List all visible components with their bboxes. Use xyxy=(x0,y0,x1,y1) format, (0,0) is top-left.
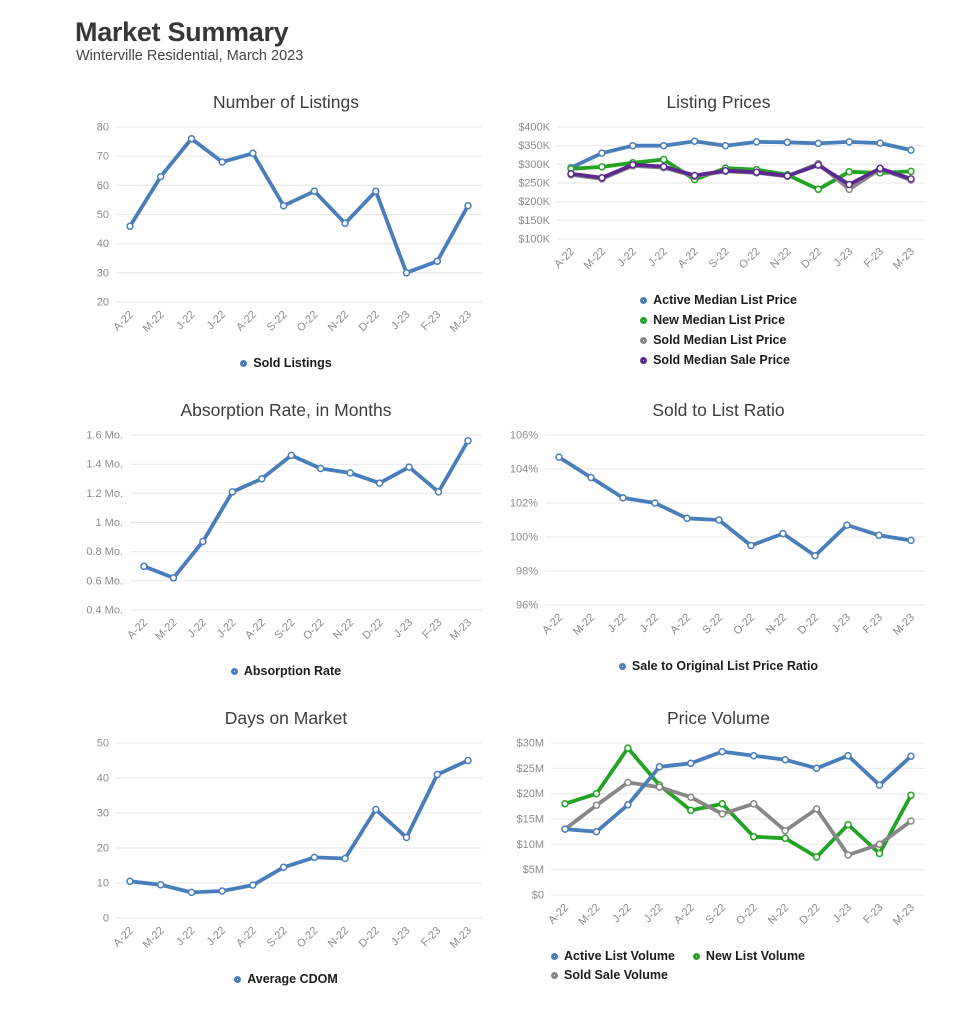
svg-text:O-22: O-22 xyxy=(294,308,321,335)
legend-item-blue[interactable] xyxy=(240,356,331,370)
svg-text:D-22: D-22 xyxy=(795,611,821,638)
chart-title: Days on Market xyxy=(224,708,348,729)
chart-title: Sold to List Ratio xyxy=(652,400,785,421)
legend-label: Absorption Rate xyxy=(243,664,342,679)
legend-item-blue[interactable] xyxy=(619,659,818,673)
legend-label: Average CDOM xyxy=(247,972,338,987)
svg-text:A-22: A-22 xyxy=(539,611,565,637)
svg-text:J-23: J-23 xyxy=(388,924,413,949)
svg-text:S-22: S-22 xyxy=(702,901,728,927)
svg-text:100%: 100% xyxy=(509,531,538,544)
svg-text:$100K: $100K xyxy=(517,233,550,246)
chart-number-of-listings xyxy=(75,92,497,370)
svg-text:A-22: A-22 xyxy=(111,308,137,334)
svg-text:J-23: J-23 xyxy=(391,616,416,641)
svg-text:F-23: F-23 xyxy=(418,924,444,950)
svg-text:102%: 102% xyxy=(509,497,538,510)
svg-text:106%: 106% xyxy=(509,429,538,442)
svg-text:N-22: N-22 xyxy=(767,245,794,272)
svg-text:$200K: $200K xyxy=(517,196,550,209)
legend-marker-icon xyxy=(551,972,558,979)
legend-label: Active List Volume xyxy=(564,949,675,964)
svg-text:A-22: A-22 xyxy=(545,901,571,927)
svg-text:$30M: $30M xyxy=(515,737,544,750)
svg-text:80: 80 xyxy=(96,121,109,134)
svg-text:D-22: D-22 xyxy=(796,901,823,928)
svg-text:M-23: M-23 xyxy=(447,616,475,644)
svg-text:N-22: N-22 xyxy=(330,616,357,643)
svg-text:0: 0 xyxy=(102,912,109,925)
svg-text:J-22: J-22 xyxy=(214,616,239,641)
sold-to-list-ratio-line-chart xyxy=(499,425,939,657)
svg-text:M-23: M-23 xyxy=(447,924,475,952)
svg-text:M-22: M-22 xyxy=(575,901,603,929)
svg-text:O-22: O-22 xyxy=(736,245,763,272)
svg-text:$350K: $350K xyxy=(517,140,550,153)
svg-text:1.2 Mo.: 1.2 Mo. xyxy=(86,488,123,501)
legend-label: Sold Median Sale Price xyxy=(653,353,790,368)
legend-item-gray[interactable] xyxy=(640,333,786,347)
legend-item-green[interactable] xyxy=(693,949,805,963)
svg-text:D-22: D-22 xyxy=(356,308,382,335)
legend-marker-icon xyxy=(231,668,238,675)
chart-legend xyxy=(551,949,886,982)
svg-text:M-22: M-22 xyxy=(570,611,597,639)
report-header xyxy=(75,18,940,64)
svg-text:$0: $0 xyxy=(531,889,544,902)
svg-text:M-22: M-22 xyxy=(581,245,608,273)
svg-text:$300K: $300K xyxy=(517,159,550,172)
legend-label: Sold Listings xyxy=(253,356,332,371)
svg-text:S-22: S-22 xyxy=(264,924,290,950)
svg-text:O-22: O-22 xyxy=(301,616,327,643)
svg-text:A-22: A-22 xyxy=(234,924,260,950)
legend-item-green[interactable] xyxy=(640,313,785,327)
svg-text:J-22: J-22 xyxy=(609,901,634,926)
svg-text:$150K: $150K xyxy=(517,215,550,228)
legend-marker-icon xyxy=(693,953,700,960)
svg-text:J-22: J-22 xyxy=(604,611,629,636)
chart-legend xyxy=(75,972,497,986)
page-title: Market Summary xyxy=(75,17,289,47)
days-on-market-line-chart xyxy=(76,733,496,970)
svg-text:N-22: N-22 xyxy=(765,901,791,928)
svg-text:0.4 Mo.: 0.4 Mo. xyxy=(86,604,123,617)
svg-text:1.4 Mo.: 1.4 Mo. xyxy=(86,459,123,472)
svg-text:F-23: F-23 xyxy=(420,616,445,642)
svg-text:A-22: A-22 xyxy=(551,245,577,271)
svg-text:$25M: $25M xyxy=(515,763,544,776)
chart-legend xyxy=(640,293,797,367)
svg-text:1.6 Mo.: 1.6 Mo. xyxy=(86,429,123,442)
svg-text:30: 30 xyxy=(96,807,109,820)
svg-text:M-23: M-23 xyxy=(890,245,917,273)
svg-text:0.8 Mo.: 0.8 Mo. xyxy=(86,546,123,559)
svg-text:M-22: M-22 xyxy=(153,616,180,644)
svg-text:M-23: M-23 xyxy=(890,611,917,639)
svg-text:$250K: $250K xyxy=(517,177,550,190)
svg-text:A-22: A-22 xyxy=(671,901,697,927)
legend-marker-icon xyxy=(240,360,247,367)
legend-marker-icon xyxy=(640,317,647,324)
svg-text:J-23: J-23 xyxy=(388,308,413,333)
legend-item-blue[interactable] xyxy=(234,972,338,986)
svg-text:A-22: A-22 xyxy=(125,616,151,642)
legend-label: Sale to Original List Price Ratio xyxy=(631,659,819,674)
svg-text:J-22: J-22 xyxy=(614,245,639,270)
chart-legend xyxy=(75,664,497,678)
svg-text:S-22: S-22 xyxy=(706,245,732,271)
svg-text:104%: 104% xyxy=(509,463,538,476)
svg-text:0.6 Mo.: 0.6 Mo. xyxy=(86,575,123,588)
chart-listing-prices xyxy=(497,92,940,367)
number-of-listings-line-chart xyxy=(76,117,496,354)
chart-title: Price Volume xyxy=(666,708,771,729)
chart-legend xyxy=(497,659,940,673)
svg-text:A-22: A-22 xyxy=(111,924,137,950)
legend-label: Sold Sale Volume xyxy=(564,968,668,983)
svg-text:A-22: A-22 xyxy=(234,308,260,334)
svg-text:F-23: F-23 xyxy=(860,611,885,637)
legend-marker-icon xyxy=(640,337,647,344)
svg-text:A-22: A-22 xyxy=(242,616,268,642)
charts-grid xyxy=(75,92,940,986)
svg-text:50: 50 xyxy=(96,209,109,222)
svg-text:$20M: $20M xyxy=(515,788,544,801)
svg-text:J-23: J-23 xyxy=(830,901,854,926)
legend-marker-icon xyxy=(551,953,558,960)
svg-text:20: 20 xyxy=(96,842,109,855)
legend-label: Sold Median List Price xyxy=(653,333,787,348)
chart-days-on-market xyxy=(75,708,497,986)
svg-text:M-22: M-22 xyxy=(140,924,167,952)
svg-text:20: 20 xyxy=(96,296,109,309)
svg-text:J-22: J-22 xyxy=(204,308,229,333)
svg-text:F-23: F-23 xyxy=(861,245,886,271)
chart-title: Number of Listings xyxy=(213,92,359,113)
svg-text:10: 10 xyxy=(96,877,109,890)
svg-text:D-22: D-22 xyxy=(360,616,386,643)
svg-text:D-22: D-22 xyxy=(356,924,382,951)
svg-text:$400K: $400K xyxy=(517,121,550,134)
svg-text:1 Mo.: 1 Mo. xyxy=(95,517,123,530)
svg-text:96%: 96% xyxy=(515,599,538,612)
svg-text:J-22: J-22 xyxy=(645,245,670,270)
svg-text:S-22: S-22 xyxy=(264,308,290,334)
chart-sold-to-list-ratio xyxy=(497,400,940,673)
legend-item-blue[interactable] xyxy=(231,664,341,678)
svg-text:S-22: S-22 xyxy=(699,611,725,637)
chart-absorption-rate xyxy=(75,400,497,678)
svg-text:50: 50 xyxy=(96,737,109,750)
svg-text:M-23: M-23 xyxy=(890,901,917,929)
svg-text:O-22: O-22 xyxy=(733,901,760,928)
legend-label: Active Median List Price xyxy=(653,293,797,308)
svg-text:J-22: J-22 xyxy=(641,901,666,926)
svg-text:30: 30 xyxy=(96,267,109,280)
svg-text:J-22: J-22 xyxy=(185,616,210,641)
svg-text:J-22: J-22 xyxy=(173,924,198,949)
svg-text:A-22: A-22 xyxy=(667,611,693,637)
price-volume-line-chart xyxy=(499,733,939,947)
svg-text:D-22: D-22 xyxy=(798,245,824,272)
svg-text:40: 40 xyxy=(96,772,109,785)
svg-text:98%: 98% xyxy=(515,565,538,578)
chart-legend xyxy=(75,356,497,370)
legend-marker-icon xyxy=(234,976,241,983)
svg-text:J-22: J-22 xyxy=(204,924,229,949)
legend-marker-icon xyxy=(640,297,647,304)
svg-text:J-22: J-22 xyxy=(173,308,198,333)
svg-text:F-23: F-23 xyxy=(418,308,444,334)
svg-text:$15M: $15M xyxy=(515,813,544,826)
legend-marker-icon xyxy=(619,663,626,670)
svg-text:N-22: N-22 xyxy=(325,924,352,951)
report-subtitle: Winterville Residential, March 2023 xyxy=(76,48,304,65)
svg-text:O-22: O-22 xyxy=(294,924,321,951)
legend-item-blue[interactable] xyxy=(551,949,675,963)
svg-text:40: 40 xyxy=(96,238,109,251)
svg-text:M-22: M-22 xyxy=(140,308,167,336)
listing-prices-line-chart xyxy=(499,117,939,291)
svg-text:S-22: S-22 xyxy=(272,616,298,642)
legend-label: New List Volume xyxy=(705,949,806,964)
svg-text:O-22: O-22 xyxy=(730,611,757,638)
svg-text:M-23: M-23 xyxy=(447,308,475,336)
svg-text:N-22: N-22 xyxy=(325,308,352,335)
svg-text:$10M: $10M xyxy=(515,839,544,852)
svg-text:$5M: $5M xyxy=(522,864,544,877)
absorption-rate-line-chart xyxy=(76,425,496,662)
chart-title: Listing Prices xyxy=(666,92,771,113)
svg-text:N-22: N-22 xyxy=(763,611,789,638)
chart-title: Absorption Rate, in Months xyxy=(180,400,392,421)
legend-item-purple[interactable] xyxy=(640,353,790,367)
svg-text:70: 70 xyxy=(96,151,109,164)
svg-text:J-23: J-23 xyxy=(831,245,855,270)
svg-text:60: 60 xyxy=(96,180,109,193)
legend-item-gray[interactable] xyxy=(551,968,668,982)
svg-text:A-22: A-22 xyxy=(675,245,701,271)
svg-text:J-23: J-23 xyxy=(828,611,853,636)
chart-price-volume xyxy=(497,708,940,982)
legend-label: New Median List Price xyxy=(653,313,786,328)
svg-text:F-23: F-23 xyxy=(860,901,886,927)
svg-text:J-22: J-22 xyxy=(636,611,661,636)
legend-marker-icon xyxy=(640,357,647,364)
legend-item-blue[interactable] xyxy=(640,293,797,307)
